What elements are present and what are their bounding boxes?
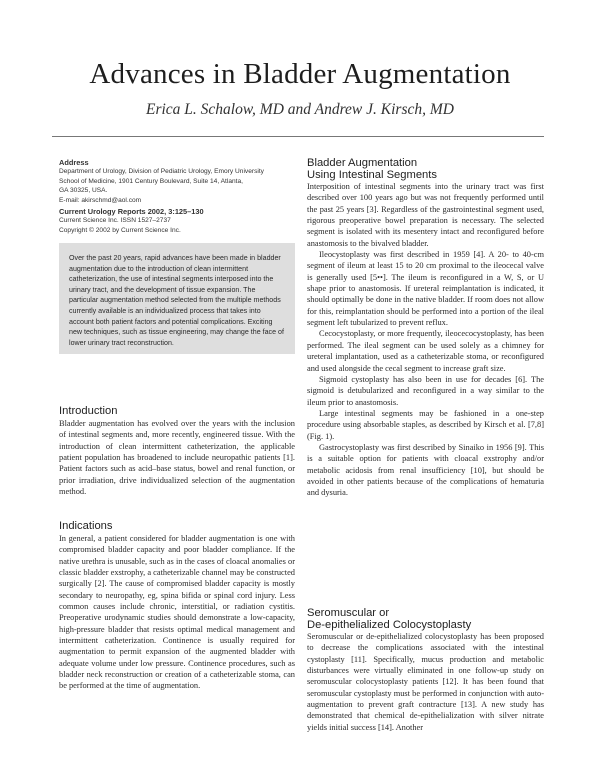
introduction-heading: Introduction — [59, 405, 118, 417]
abstract-box — [59, 243, 295, 354]
address-line: GA 30325, USA. — [59, 187, 108, 195]
bladder-augmentation-heading: Bladder Augmentation — [307, 157, 418, 169]
article-title: Advances in Bladder Augmentation — [89, 58, 511, 90]
address-email: E-mail: akirschmd@aol.com — [59, 196, 142, 204]
address-line: School of Medicine, 1901 Century Boulevard, Suite 14, Atlanta, — [59, 177, 244, 185]
copyright-notice: Copyright © 2002 by Current Science Inc. — [59, 226, 181, 234]
seromuscular-subheading: De-epithelialized Colocystoplasty — [307, 619, 472, 631]
paragraph: Cecocystoplasty, or more frequently, ileocecocystoplasty, has been performed. The ileal segment can be used solely as a chimney for ureteral implantation, used as a catheterizable stoma, or reconfigured and used alongside the cecal segment to increase graft size. — [307, 329, 544, 373]
paragraph: Sigmoid cystoplasty has also been in use for decades [6]. The sigmoid is detubularized and reconfigured in a way similar to the ileum prior to anastomosis. — [307, 374, 544, 407]
title-divider — [52, 136, 544, 137]
seromuscular-heading: Seromuscular or — [307, 607, 390, 619]
introduction-section — [59, 405, 295, 497]
introduction-text: Bladder augmentation has evolved over the years with the inclusion of intestinal segments and, more recently, engineered tissue. With the introduction of clean intermittent catheterization, the applicable patient population has broadened to include neuropathic patients [1]. Patient factors such as acid–base status, bowel and renal function, or prior irradiation, drive individualized selection of the augmentation method. — [59, 419, 295, 497]
paragraph: Large intestinal segments may be fashioned in a one-step procedure using absorbable staples, as described by Kirsch et al. [7,8] (Fig. 1). — [307, 408, 544, 441]
paragraph: Interposition of intestinal segments into the urinary tract was first described over 100 years ago but was not frequently performed until the past 25 years [3]. Regardless of the gastrointestinal segment used, rigorous preoperative bowel preparation is necessary. The selected segment is isolated with its mesentery intact and reconfigured before anastomosis to the bivalved bladder. — [307, 182, 544, 248]
address-block — [59, 158, 295, 235]
seromuscular-text: Seromuscular or de-epithelialized colocystoplasty has been proposed to decrease the complications associated with the intestinal cystoplasty [11]. Specifically, mucus production and metabolic disturbances were virtually eliminated in one follow-up study on seromuscular colocystoplasty patients [12]. It has been found that seromuscular cystoplasty must be performed in conjunction with auto-augmentation to prevent graft contracture [13]. A new study has demonstrated that chemical de-epithelialization with silver nitrate yields initial success [14]. Another — [307, 632, 544, 732]
indications-section — [59, 520, 295, 692]
paragraph: Ileocystoplasty was first described in 1959 [4]. A 20- to 40-cm segment of ileum at least 15 to 20 cm proximal to the ileocecal valve is generally used [5••]. The ileum is reconfigured in a W, S, or U shape prior to anastomosis. If ureteral reimplantation is indicated, it should optimally be done in the native bladder. If room does not allow for this, reimplantation should be performed into a portion of the ileal segment left tubularized to prevent reflux. — [307, 250, 544, 328]
indications-text: In general, a patient considered for bladder augmentation is one with compromised bladder capacity and poor bladder compliance. If the native urethra is unusable, such as in the cases of cloacal anomalies or classic bladder exstrophy, a catheterizable channel may be constructed surgically [2]. The cause of compromised bladder capacity is mostly secondary to neuropathy, eg, spina bifida or spinal cord injury. Less common causes include chronic, interstitial, or radiation cystitis. Preoperative urodynamic studies should demonstrate a low-capacity, high-pressure bladder that resists optimal medical management and intermittent catheterization. Continence is usually required for augmentation to permit expansion of the augmented bladder with adequate volume under low pressure. Continence procedures, such as bladder neck reconstruction or creation of a catheterizable stoma, can be performed at the time of augmentation. — [59, 534, 295, 691]
address-label: Address — [59, 158, 89, 167]
article-authors: Erica L. Schalow, MD and Andrew J. Kirsch, MD — [146, 101, 454, 118]
paragraph: Gastrocystoplasty was first described by Sinaiko in 1956 [9]. This is a suitable option for patients with cloacal exstrophy and/or metabolic acidosis from renal insufficiency [10], but should be avoided in other patients because of the complications of hematuria and dysuria. — [307, 442, 544, 498]
journal-citation: Current Urology Reports 2002, 3:125–130 — [59, 207, 204, 217]
abstract-text: Over the past 20 years, rapid advances have been made in bladder augmentation due to the introduction of clean intermittent catheterization, the use of intestinal segments interposed into the urinary tract, and the development of tissue expansion. The particular augmentation method selected from the multiple methods currently available is an individualized process that takes into account both patient factors and potential complications. Exciting new techniques, such as tissue engineering, may change the face of lower urinary tract reconstruction. — [69, 254, 284, 347]
publisher-issn: Current Science Inc. ISSN 1527–2737 — [59, 217, 171, 225]
bladder-augmentation-subheading: Using Intestinal Segments — [307, 169, 437, 181]
address-line: Department of Urology, Division of Pediatric Urology, Emory University — [59, 168, 264, 176]
bladder-augmentation-section — [307, 157, 544, 499]
seromuscular-section — [307, 607, 544, 733]
indications-heading: Indications — [59, 520, 113, 532]
